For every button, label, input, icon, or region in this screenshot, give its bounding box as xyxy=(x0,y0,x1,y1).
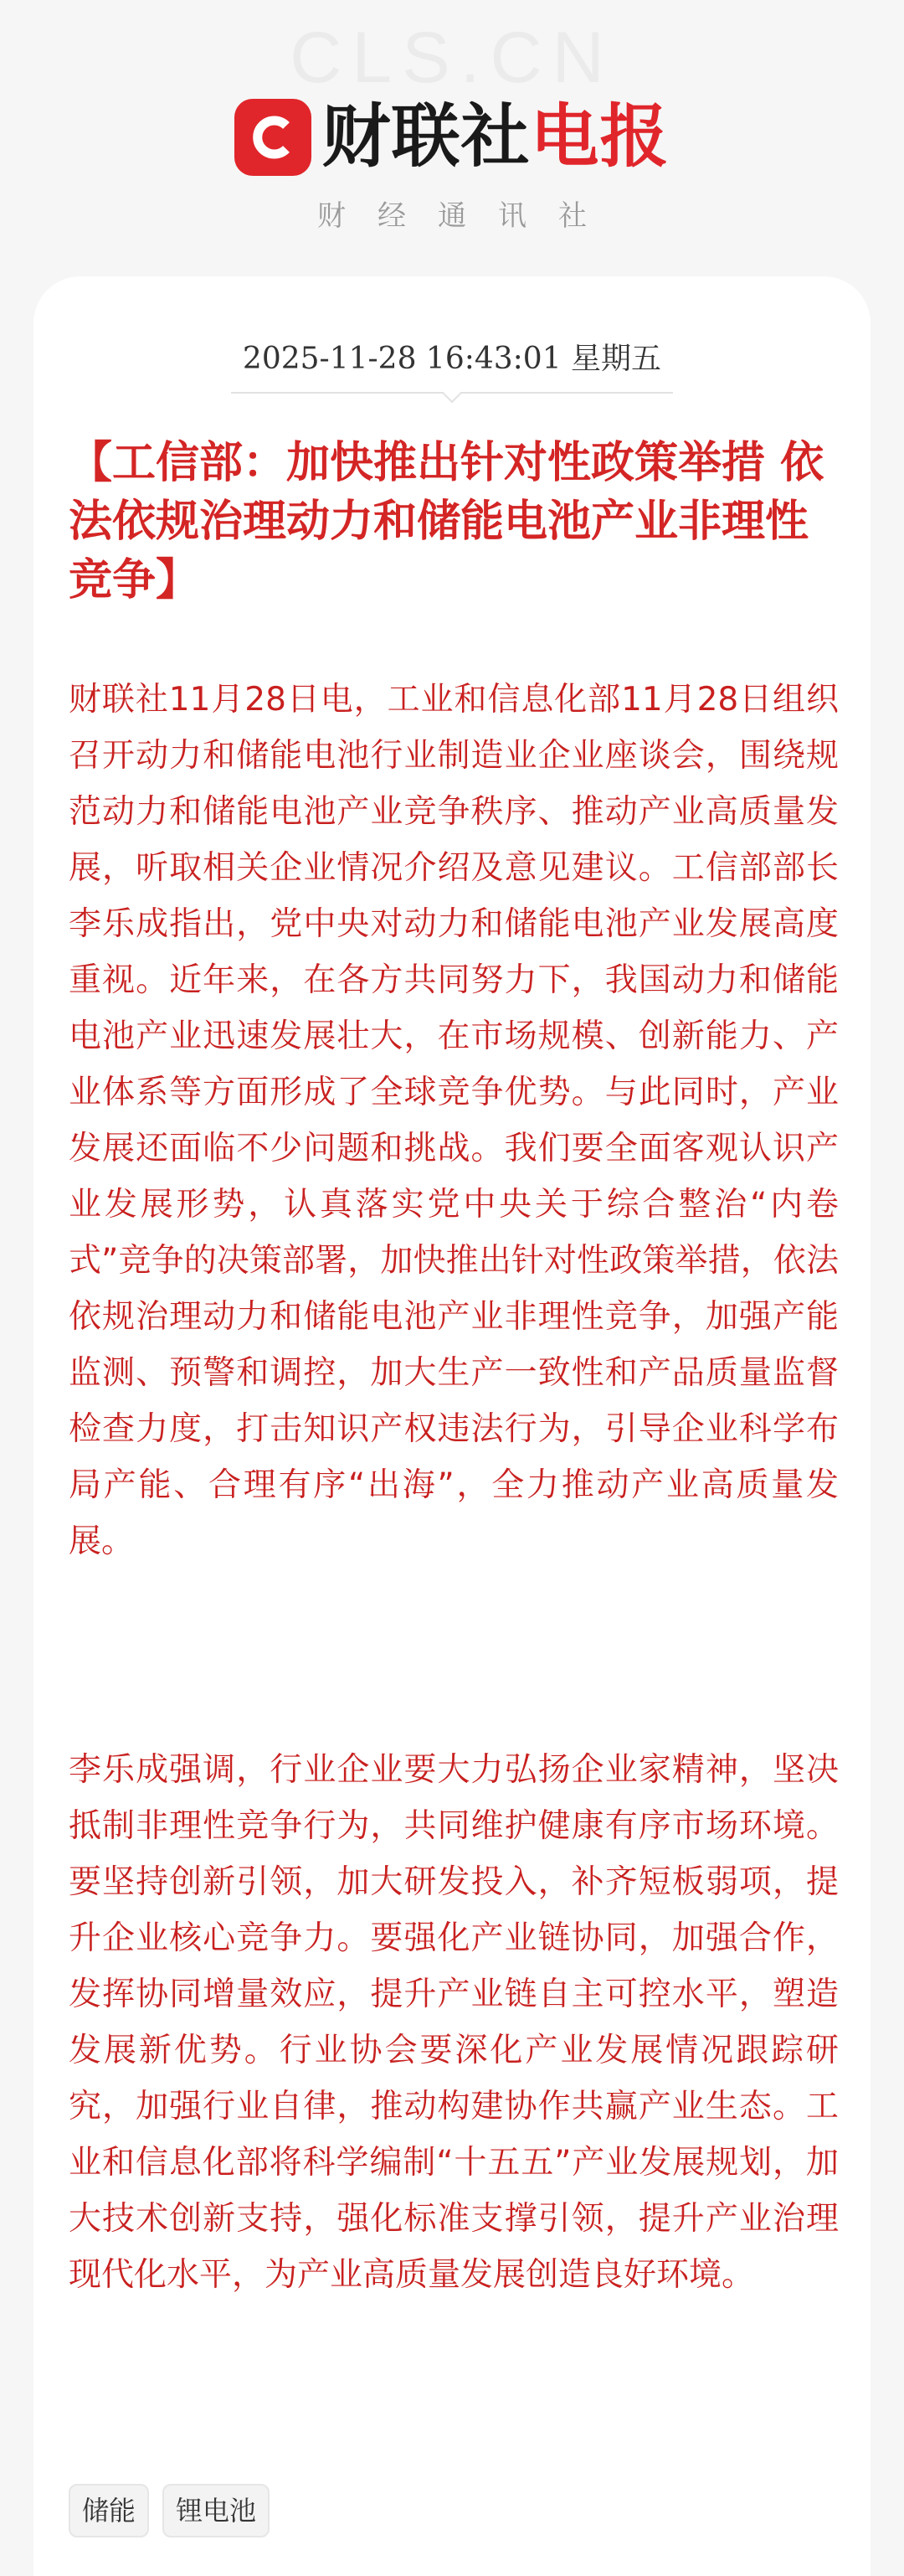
brand-name-main: 财联社 xyxy=(321,97,531,177)
brand-name-accent: 电报 xyxy=(530,97,670,177)
article-paragraph-1: 财联社11月28日电，工业和信息化部11月28日组织召开动力和储能电池行业制造业企业座谈会，围绕规范动力和储能电池产业竞争秩序、推动产业高质量发展，听取相关企业情况介绍及意见建议。工信部部长李乐成指出，党中央对动力和储能电池产业发展高度重视。近年来，在各方共同努力下，我国动力和储能电池产业迅速发展壮大，在市场规模、创新能力、产业体系等方面形成了全球竞争优势。与此同时，产业发展还面临不少问题和挑战。我们要全面客观认识产业发展形势，认真落实党中央关于综合整治“内卷式”竞争的决策部署，加快推出针对性政策举措，依法依规治理动力和储能电池产业非理性竞争，加强产能监测、预警和调控，加大生产一致性和产品质量监督检查力度，打击知识产权违法行为，引导企业科学布局产能、合理有序“出海”，全力推动产业高质量发展。 xyxy=(69,681,839,1560)
article-datetime: 2025-11-28 16:43:01 星期五 xyxy=(242,342,662,376)
brand-header xyxy=(0,99,904,176)
tag-list xyxy=(69,2484,283,2537)
tag-energy-storage[interactable]: 储能 xyxy=(69,2484,149,2537)
brand-subtitle: 财经通讯社 xyxy=(317,199,619,233)
article-headline: 【工信部：加快推出针对性政策举措 依法依规治理动力和储能电池产业非理性竞争】 xyxy=(69,437,824,605)
c-letter-icon xyxy=(247,111,299,163)
brand-name xyxy=(321,97,670,177)
tag-lithium-battery[interactable]: 锂电池 xyxy=(162,2484,270,2537)
watermark-text: CLS.CN xyxy=(290,18,614,98)
cls-logo-icon xyxy=(234,99,311,176)
article-paragraph-2: 李乐成强调，行业企业要大力弘扬企业家精神，坚决抵制非理性竞争行为，共同维护健康有序市场环境。要坚持创新引领，加大研发投入，补齐短板弱项，提升企业核心竞争力。要强化产业链协同，加强合作，发挥协同增量效应，提升产业链自主可控水平，塑造发展新优势。行业协会要深化产业发展情况跟踪研究，加强行业自律，推动构建协作共赢产业生态。工业和信息化部将科学编制“十五五”产业发展规划，加大技术创新支持，强化标准支撑引领，提升产业治理现代化水平，为产业高质量发展创造良好环境。 xyxy=(69,1751,839,2294)
